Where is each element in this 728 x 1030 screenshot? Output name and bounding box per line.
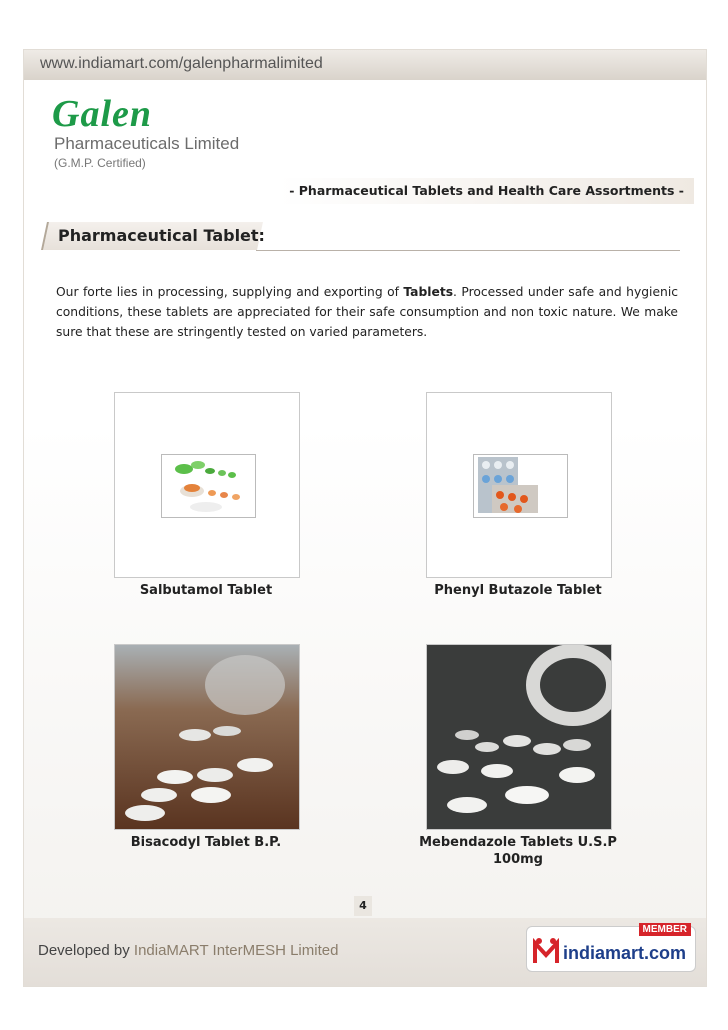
indiamart-member-badge[interactable] (526, 926, 696, 972)
company-name: Pharmaceuticals Limited (54, 134, 240, 153)
indiamart-brand: indiamart.com (563, 943, 687, 963)
indiamart-m-icon (533, 937, 559, 965)
product-card-phenyl-butazole[interactable] (426, 392, 612, 578)
developer-credit (38, 942, 338, 959)
document-page (24, 50, 706, 986)
url-bar (24, 50, 706, 80)
mebendazole-image (427, 645, 611, 829)
certification: (G.M.P. Certified) (54, 156, 146, 170)
product-card-bisacodyl[interactable] (114, 644, 300, 830)
intro-bold-keyword: Tablets (403, 285, 454, 299)
product-caption-phenyl-butazole: Phenyl Butazole Tablet (434, 583, 602, 598)
site-url[interactable]: www.indiamart.com/galenpharmalimited (40, 55, 323, 72)
product-caption-bisacodyl: Bisacodyl Tablet B.P. (130, 835, 282, 850)
page-number: 4 (354, 896, 372, 916)
tagline-banner: - Pharmaceutical Tablets and Health Care Assortments - (279, 178, 694, 204)
footer (24, 918, 706, 986)
developer-link[interactable]: IndiaMART InterMESH Limited (133, 942, 339, 959)
salbutamol-image (161, 454, 256, 518)
phenyl-butazole-image (473, 454, 568, 518)
product-caption-mebendazole: Mebendazole Tablets U.S.P 100mg (419, 835, 617, 867)
product-card-mebendazole[interactable] (426, 644, 612, 830)
developed-by-label: Developed by (38, 942, 130, 959)
product-caption-salbutamol: Salbutamol Tablet (139, 583, 273, 598)
intro-paragraph: Our forte lies in processing, supplying and exporting of Tablets. Processed under safe and hygienic conditions, these tablets are appreciated for their safe consumption and non toxic nature. We make sure that these are stringently tested on varied parameters. (56, 285, 678, 339)
bisacodyl-image (115, 645, 299, 829)
product-card-salbutamol[interactable] (114, 392, 300, 578)
member-label: MEMBER (639, 923, 691, 936)
section-title: Pharmaceutical Tablet: (58, 226, 265, 245)
galen-logo: Galen (52, 93, 152, 135)
section-divider (256, 250, 680, 251)
